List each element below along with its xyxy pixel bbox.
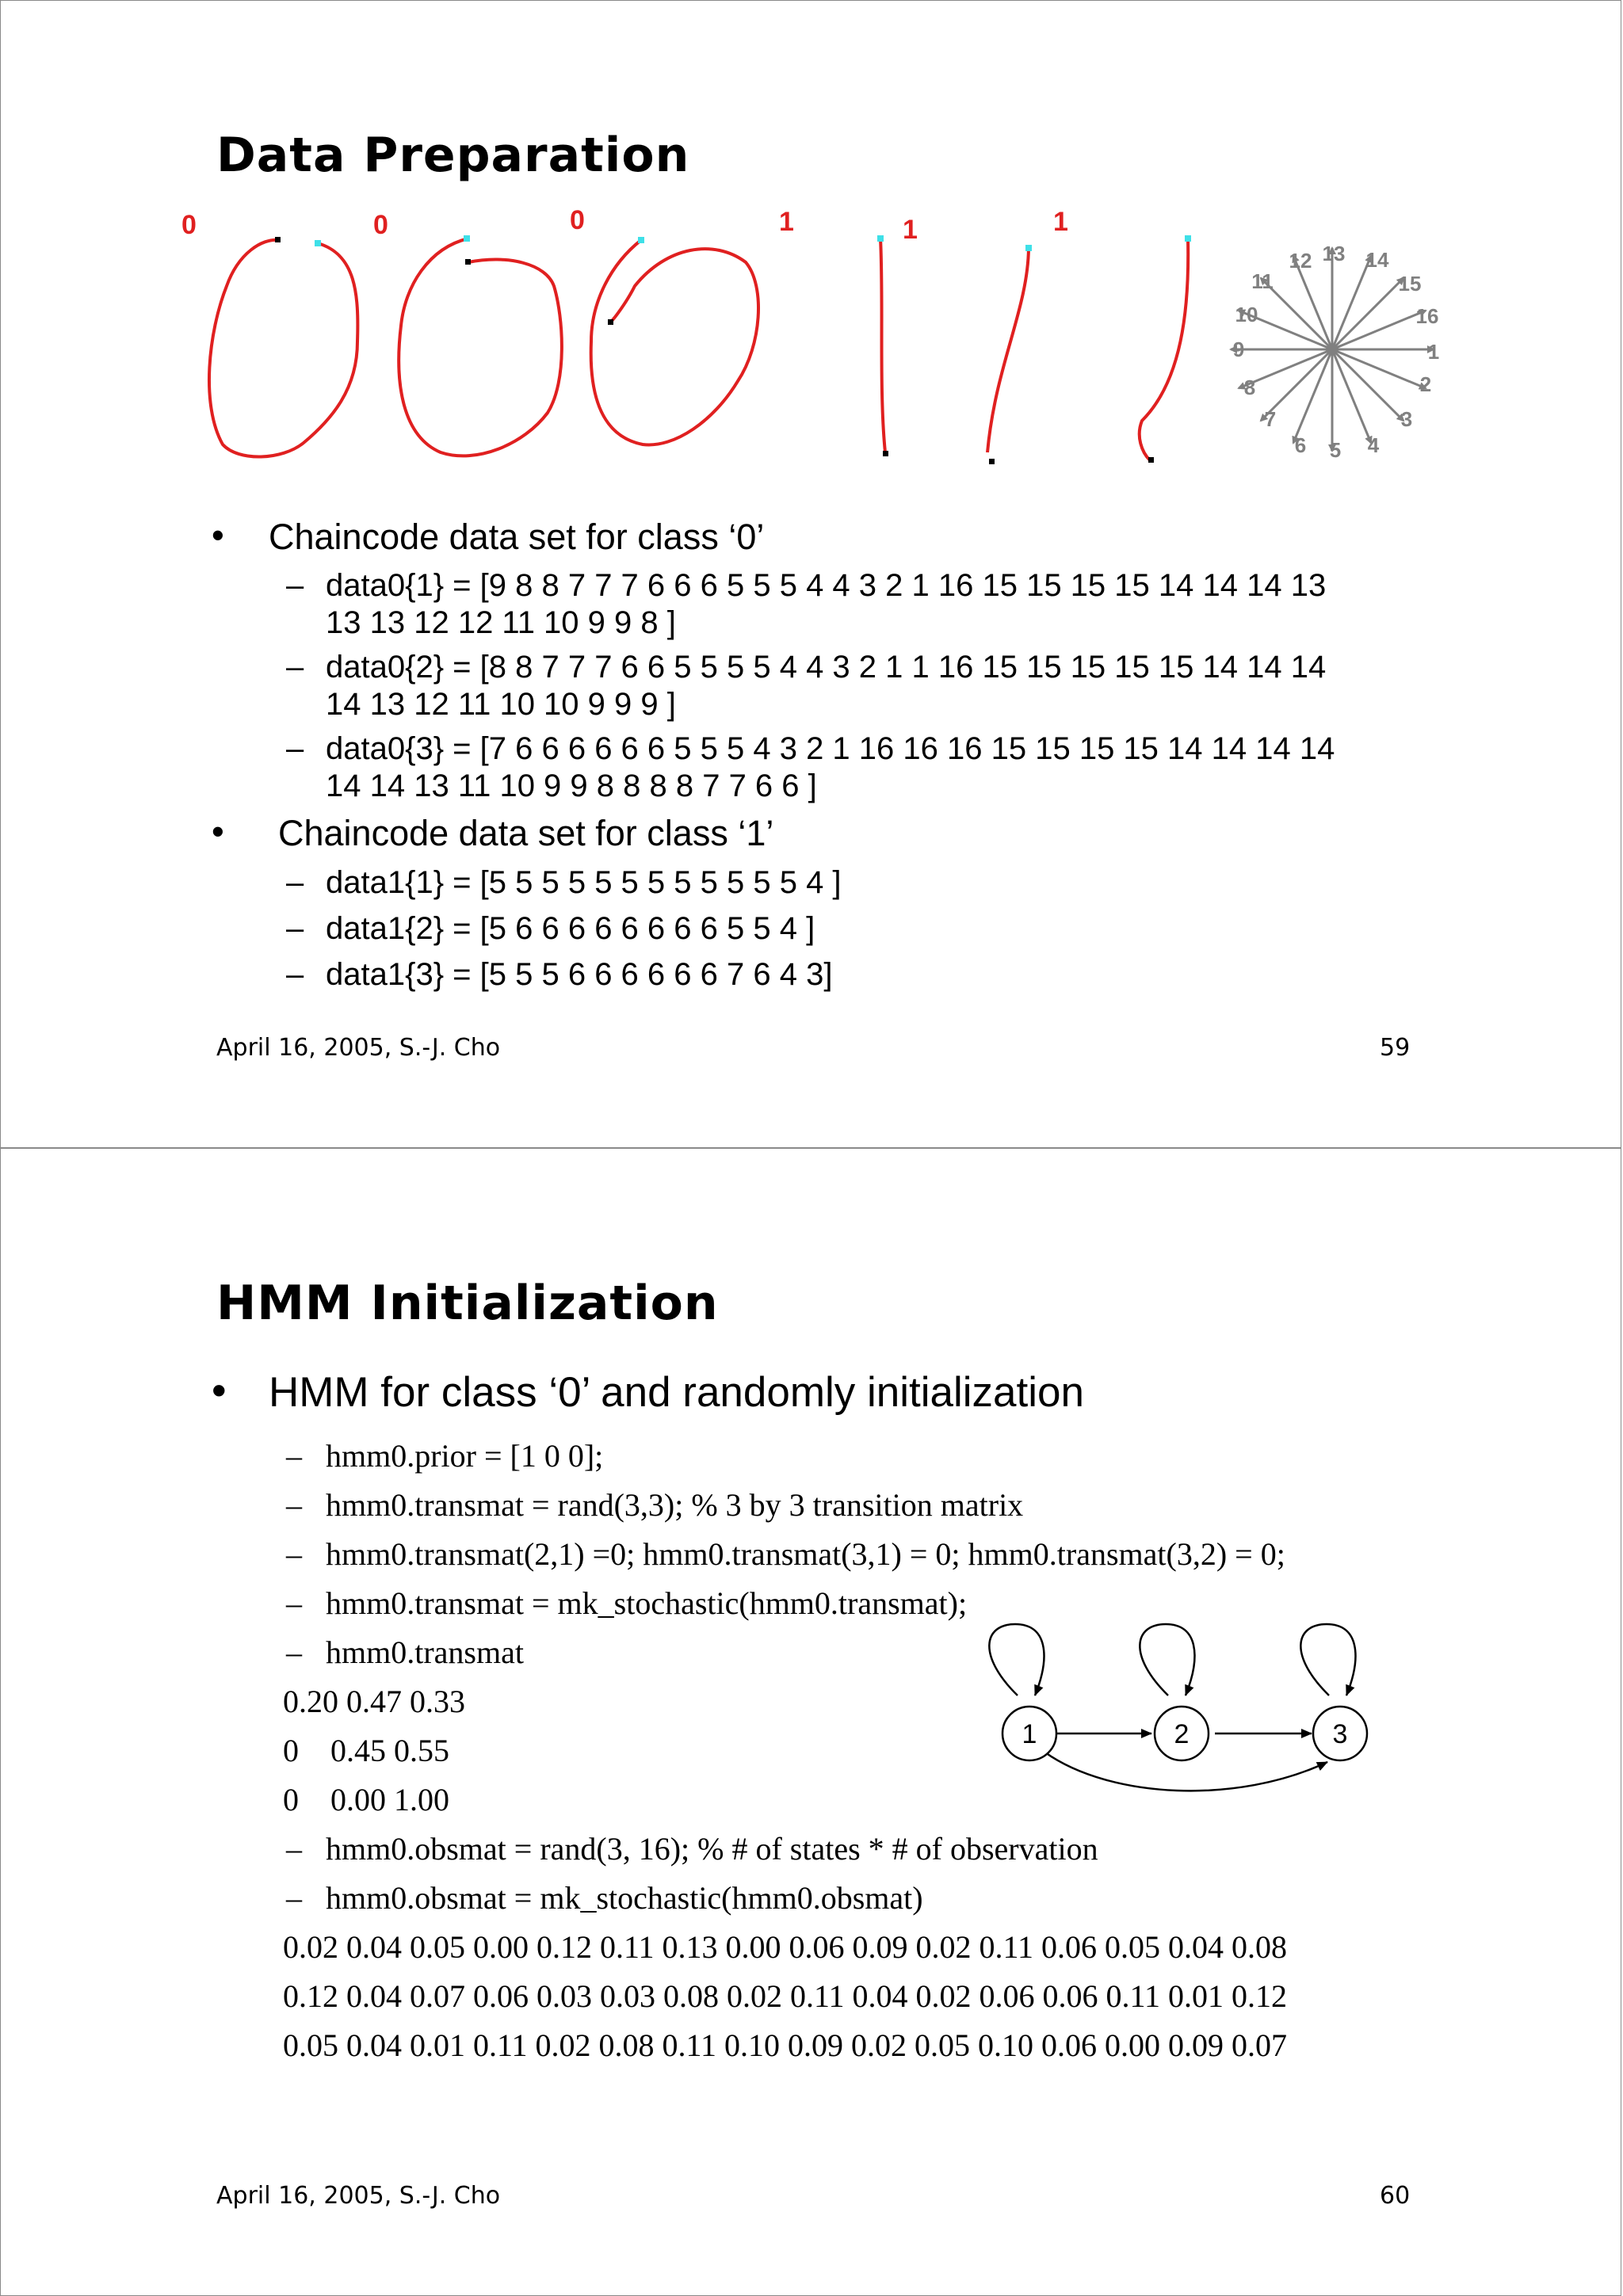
code-line: – hmm0.transmat(2,1) =0; hmm0.transmat(3,1) = 0; hmm0.transmat(3,2) = 0; [286, 1536, 1285, 1572]
direction-label: 4 [1367, 433, 1380, 457]
obsmat-row: 0.12 0.04 0.07 0.06 0.03 0.03 0.08 0.02 0.11 0.04 0.02 0.06 0.06 0.11 0.01 0.12 [283, 1978, 1288, 2014]
footer-date: April 16, 2005, S.-J. Cho [216, 1034, 501, 1062]
code-line: – hmm0.transmat = mk_stochastic(hmm0.transmat); [286, 1585, 968, 1621]
direction-label: 1 [1427, 340, 1440, 364]
direction-label: 13 [1322, 242, 1346, 265]
footer-date: April 16, 2005, S.-J. Cho [216, 2182, 501, 2210]
direction-label: 12 [1289, 249, 1312, 273]
bullet-hmm: • HMM for class ‘0’ and randomly initialization [212, 1367, 1084, 1416]
slide-60 [0, 1148, 1621, 2296]
transmat-row: 0 0.45 0.55 [283, 1733, 449, 1768]
bullet-text: Chaincode data set for class ‘0’ [269, 517, 765, 557]
direction-label: 10 [1235, 303, 1258, 326]
page-number: 60 [1380, 2182, 1411, 2210]
direction-label: 3 [1400, 407, 1413, 431]
direction-label: 16 [1415, 304, 1439, 328]
code-line: – hmm0.obsmat = mk_stochastic(hmm0.obsmat) [286, 1880, 923, 1916]
digit-label: 0 [570, 205, 585, 235]
digit-label: 1 [1053, 207, 1068, 237]
obsmat-row: 0.05 0.04 0.01 0.11 0.02 0.08 0.11 0.10 0.09 0.02 0.05 0.10 0.06 0.00 0.09 0.07 [283, 2027, 1288, 2063]
direction-label: 14 [1365, 248, 1389, 272]
data0-1: – data0{1} = [9 8 8 7 7 7 6 6 6 5 5 5 4 4 3 2 1 16 15 15 15 15 14 14 14 13 13 13 12 12 11 10 9 9 8 ] [286, 568, 1327, 640]
code-line: – hmm0.transmat [286, 1634, 524, 1670]
self-loop-3 [1300, 1624, 1355, 1695]
state-label: 2 [1174, 1719, 1190, 1749]
transmat-row: 0.20 0.47 0.33 [283, 1684, 465, 1719]
bullet-text: HMM for class ‘0’ and randomly initialization [269, 1369, 1084, 1416]
data0-3: – data0{3} = [7 6 6 6 6 6 6 5 5 5 4 3 2 1 16 16 16 15 15 15 15 14 14 14 14 14 14 13 11 10 9 9 8 8 8 8 7 7 6 6 ] [286, 731, 1335, 803]
code-line: – hmm0.transmat = rand(3,3); % 3 by 3 transition matrix [286, 1487, 1024, 1523]
direction-label: 15 [1398, 272, 1422, 296]
obsmat-row: 0.02 0.04 0.05 0.00 0.12 0.11 0.13 0.00 0.06 0.09 0.02 0.11 0.06 0.05 0.04 0.08 [283, 1929, 1288, 1965]
digit-label: 1 [903, 215, 918, 245]
state-label: 3 [1332, 1719, 1348, 1749]
self-loop-1 [989, 1624, 1044, 1695]
digit-label: 0 [181, 210, 197, 240]
code-line: – hmm0.prior = [1 0 0]; [286, 1438, 604, 1474]
bullet-class1: • Chaincode data set for class ‘1’ [212, 811, 774, 853]
state-label: 1 [1022, 1719, 1037, 1749]
bullet-class0: • Chaincode data set for class ‘0’ [212, 515, 765, 557]
direction-label: 6 [1294, 433, 1307, 457]
direction-label: 11 [1251, 269, 1274, 293]
code-line: – hmm0.obsmat = rand(3, 16); % # of states * # of observation [286, 1831, 1098, 1867]
direction-label: 9 [1232, 338, 1245, 361]
slide-59 [0, 0, 1621, 1148]
page-number: 59 [1380, 1034, 1411, 1062]
direction-label: 2 [1419, 372, 1432, 396]
chaincode-figure [1, 191, 1621, 547]
self-loop-2 [1140, 1624, 1194, 1695]
direction-label: 7 [1264, 407, 1277, 431]
data1-2: – data1{2} = [5 6 6 6 6 6 6 6 6 5 5 4 ] [286, 911, 815, 946]
slide-title: HMM Initialization [216, 1276, 719, 1331]
direction-label: 5 [1329, 438, 1342, 462]
digit-label: 0 [373, 210, 388, 240]
data1-3: – data1{3} = [5 5 5 6 6 6 6 6 6 7 6 4 3] [286, 957, 833, 992]
digit-label: 1 [779, 207, 794, 237]
data1-1: – data1{1} = [5 5 5 5 5 5 5 5 5 5 5 5 4 ] [286, 865, 842, 900]
hmm-state-diagram [976, 1608, 1419, 1822]
bullet-text: Chaincode data set for class ‘1’ [278, 813, 774, 853]
transmat-row: 0 0.00 1.00 [283, 1782, 449, 1817]
slide-title: Data Preparation [216, 128, 690, 183]
data0-2: – data0{2} = [8 8 7 7 7 6 6 5 5 5 5 4 4 3 2 1 1 16 15 15 15 15 15 14 14 14 14 13 12 11 10 10 9 9 9 ] [286, 650, 1327, 722]
direction-label: 8 [1243, 376, 1256, 399]
